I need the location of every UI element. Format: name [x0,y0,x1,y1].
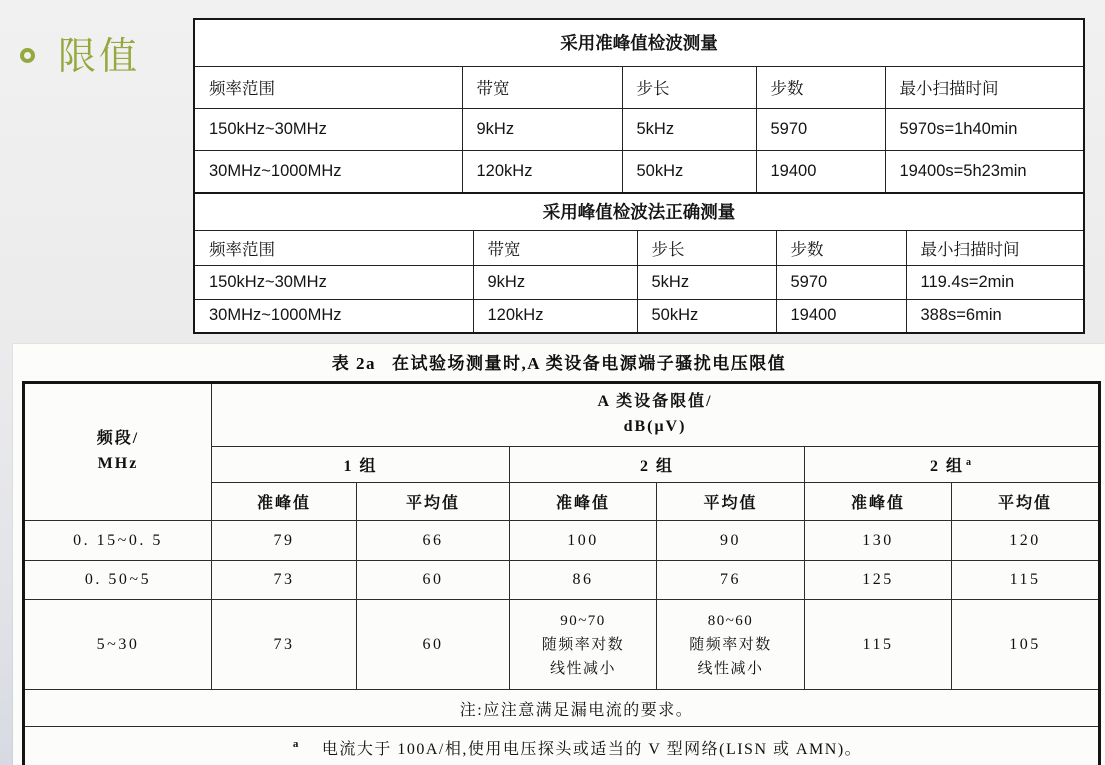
group1-header: 1 组 [212,447,510,483]
cell-limit: 79 [212,521,357,561]
cell-frequency-range: 150kHz~30MHz [194,108,462,150]
cell-limit: 120 [952,521,1100,561]
col-header-frequency-range: 频率范围 [194,230,473,265]
peak-table-title: 采用峰值检波法正确测量 [194,193,1084,230]
cell-limit: 115 [952,561,1100,600]
cell-limit: 115 [805,600,952,690]
scan-time-tables [193,18,1083,334]
cell-frequency-range: 150kHz~30MHz [194,265,473,299]
band-header-line1: 频段/ [96,430,140,448]
limit-header-line2: dB(μV) [623,418,687,435]
cell-min-scan-time: 119.4s=2min [906,265,1084,299]
band-column-header [24,383,212,521]
sub-header-quasi-peak: 准峰值 [805,483,952,521]
cell-frequency-range: 30MHz~1000MHz [194,150,462,193]
cell-limit: 86 [510,561,657,600]
limit-header-line1: A 类设备限值/ [597,393,713,411]
quasi-peak-table-title: 采用准峰值检波测量 [194,19,1084,66]
group2a-superscript: a [966,456,974,468]
footnote-marker: a [292,738,300,751]
col-header-min-scan-time: 最小扫描时间 [906,230,1084,265]
table-row [194,108,1084,150]
col-header-step-count: 步数 [776,230,906,265]
cell-bandwidth: 9kHz [462,108,622,150]
group2-header: 2 组 [510,447,805,483]
col-header-frequency-range: 频率范围 [194,66,462,108]
col-header-step-size: 步长 [622,66,756,108]
sub-header-quasi-peak: 准峰值 [212,483,357,521]
band-header-line2: MHz [97,455,139,472]
group2a-label: 2 组 [930,458,965,475]
cell-frequency-range: 30MHz~1000MHz [194,299,473,333]
cell-bandwidth: 9kHz [473,265,637,299]
slide-title: 限值 [58,36,141,78]
cell-limit-decreasing [510,600,657,690]
footnote-text: 电流大于 100A/相,使用电压探头或适当的 V 型网络(LISN 或 AMN)。 [321,740,863,758]
cell-limit: 130 [805,521,952,561]
table-row [194,299,1084,333]
cell-step-size: 5kHz [622,108,756,150]
table-row [24,600,1100,690]
cell-band: 5~30 [24,600,212,690]
quasi-peak-table [193,18,1085,194]
col-header-bandwidth: 带宽 [473,230,637,265]
cell-limit: 90 [657,521,805,561]
cell-step-size: 50kHz [622,150,756,193]
table-row [24,521,1100,561]
cell-line: 线性减小 [697,660,764,677]
cell-limit: 125 [805,561,952,600]
cell-limit-decreasing [657,600,805,690]
cell-line: 随频率对数 [689,636,772,653]
table-2a-caption-text: 在试验场测量时,A 类设备电源端子骚扰电压限值 [391,354,787,373]
cell-line: 随频率对数 [541,636,625,653]
bullet-circle-icon [20,48,35,63]
table-row [24,561,1100,600]
cell-line: 80~60 [707,612,754,629]
cell-limit: 100 [510,521,657,561]
table-2a-caption [13,344,1105,374]
cell-band: 0. 15~0. 5 [24,521,212,561]
col-header-step-size: 步长 [637,230,776,265]
sub-header-average: 平均值 [657,483,805,521]
limit-column-header [212,383,1100,447]
cell-step-count: 5970 [756,108,885,150]
sub-header-quasi-peak: 准峰值 [510,483,657,521]
cell-limit: 73 [212,600,357,690]
sub-header-average: 平均值 [952,483,1100,521]
sub-header-average: 平均值 [357,483,510,521]
cell-limit: 60 [357,600,510,690]
col-header-step-count: 步数 [756,66,885,108]
cell-step-count: 19400 [776,299,906,333]
cell-limit: 73 [212,561,357,600]
cell-min-scan-time: 388s=6min [906,299,1084,333]
cell-limit: 66 [357,521,510,561]
col-header-min-scan-time: 最小扫描时间 [885,66,1084,108]
peak-table [193,192,1085,334]
table-2a-caption-number: 表 2a [331,354,376,373]
table-row [194,150,1084,193]
cell-step-count: 19400 [756,150,885,193]
group2a-header [805,447,1100,483]
table-row [194,265,1084,299]
table-note: 注:应注意满足漏电流的要求。 [24,690,1100,727]
scanned-standard-excerpt [13,344,1105,765]
cell-step-count: 5970 [776,265,906,299]
cell-limit: 76 [657,561,805,600]
cell-limit: 60 [357,561,510,600]
table-footnote [24,727,1100,765]
cell-line: 线性减小 [549,660,616,677]
cell-bandwidth: 120kHz [462,150,622,193]
cell-min-scan-time: 5970s=1h40min [885,108,1084,150]
cell-step-size: 50kHz [637,299,776,333]
cell-limit: 105 [952,600,1100,690]
cell-line: 90~70 [560,612,606,629]
col-header-bandwidth: 带宽 [462,66,622,108]
table-2a [22,381,1101,765]
cell-step-size: 5kHz [637,265,776,299]
cell-min-scan-time: 19400s=5h23min [885,150,1084,193]
cell-band: 0. 50~5 [24,561,212,600]
cell-bandwidth: 120kHz [473,299,637,333]
